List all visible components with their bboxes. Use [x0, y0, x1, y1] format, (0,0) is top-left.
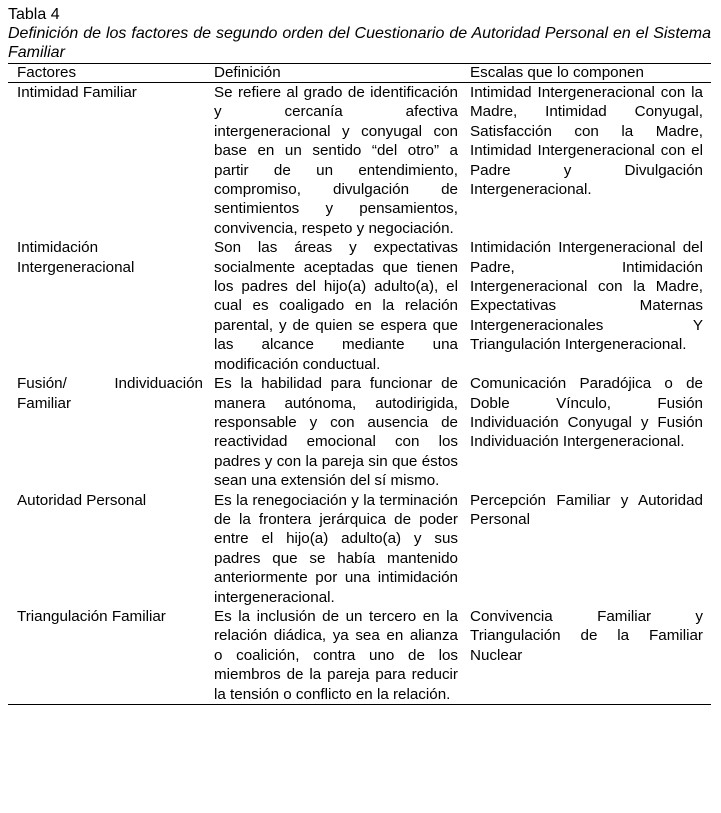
factor-cell: Autoridad Personal	[17, 491, 147, 509]
table-title: Definición de los factores de segundo orden del Cuestionario de Autoridad Personal en el Sistema Familiar	[8, 25, 711, 61]
scales-cell: Percepción Familiar y Autoridad Personal	[470, 491, 703, 528]
header-escalas: Escalas que lo componen	[470, 64, 644, 81]
scales-cell: Intimidación Intergeneracional del Padre, Intimidación Intergeneracional con la Madre, Expectativas Maternas Intergeneracionales Y Triangulación Intergeneracional.	[470, 239, 703, 354]
table-row	[8, 83, 711, 239]
scales-cell: Comunicación Paradójica o de Doble Vínculo, Fusión Individuación Conyugal y Fusión Individuación Intergeneracional.	[470, 375, 703, 451]
table-row	[8, 238, 711, 374]
document-page	[8, 5, 711, 705]
factor-cell: Fusión/ Individuación Familiar	[17, 375, 203, 412]
definition-cell: Son las áreas y expectativas socialmente aceptadas que tienen los padres del hijo(a) adulto(a), el cual es coaligado en la relación parental, y de quien se espera que las alcance mediante una modificación conductual.	[214, 239, 458, 373]
definition-cell: Es la inclusión de un tercero en la relación diádica, ya sea en alianza o coalición, contra uno de los miembros de la pareja para reducir la tensión o conflicto en la relación.	[214, 607, 458, 703]
table-row	[8, 491, 711, 607]
scales-cell: Intimidad Intergeneracional con la Madre, Intimidad Conyugal, Satisfacción con la Madre, Intimidad Intergeneracional con el Padre y Divulgación Intergeneracional.	[470, 84, 703, 199]
table-row	[8, 607, 711, 705]
factor-cell: Intimidad Familiar	[17, 84, 137, 101]
definition-cell: Se refiere al grado de identificación y cercanía afectiva intergeneracional y conyugal con base en un sentido “del otro” a partir de un entendimiento, compromiso, divulgación de sentimientos y pensamientos, convivencia, respeto y negociación.	[214, 84, 458, 237]
table-row	[8, 374, 711, 490]
scales-cell: Convivencia Familiar y Triangulación de la Familiar Nuclear	[470, 607, 703, 664]
table-header-row	[8, 64, 711, 83]
table-label: Tabla 4	[8, 6, 60, 23]
definition-cell: Es la renegociación y la terminación de la frontera jerárquica de poder entre el hijo(a) adulto(a) y sus padres que se había mantenido anteriormente por una intimidación intergeneracional.	[214, 491, 458, 606]
definition-cell: Es la habilidad para funcionar de manera autónoma, autodirigida, responsable y con ausencia de reactividad emocional con los padres y con la pareja sin que éstos sean una extensión del sí mismo.	[214, 375, 458, 490]
factors-table	[8, 63, 711, 705]
header-definicion: Definición	[214, 64, 281, 81]
header-factores: Factores	[17, 64, 77, 81]
factor-cell: Intimidación Intergeneracional	[17, 239, 135, 276]
factor-cell: Triangulación Familiar	[17, 607, 166, 625]
